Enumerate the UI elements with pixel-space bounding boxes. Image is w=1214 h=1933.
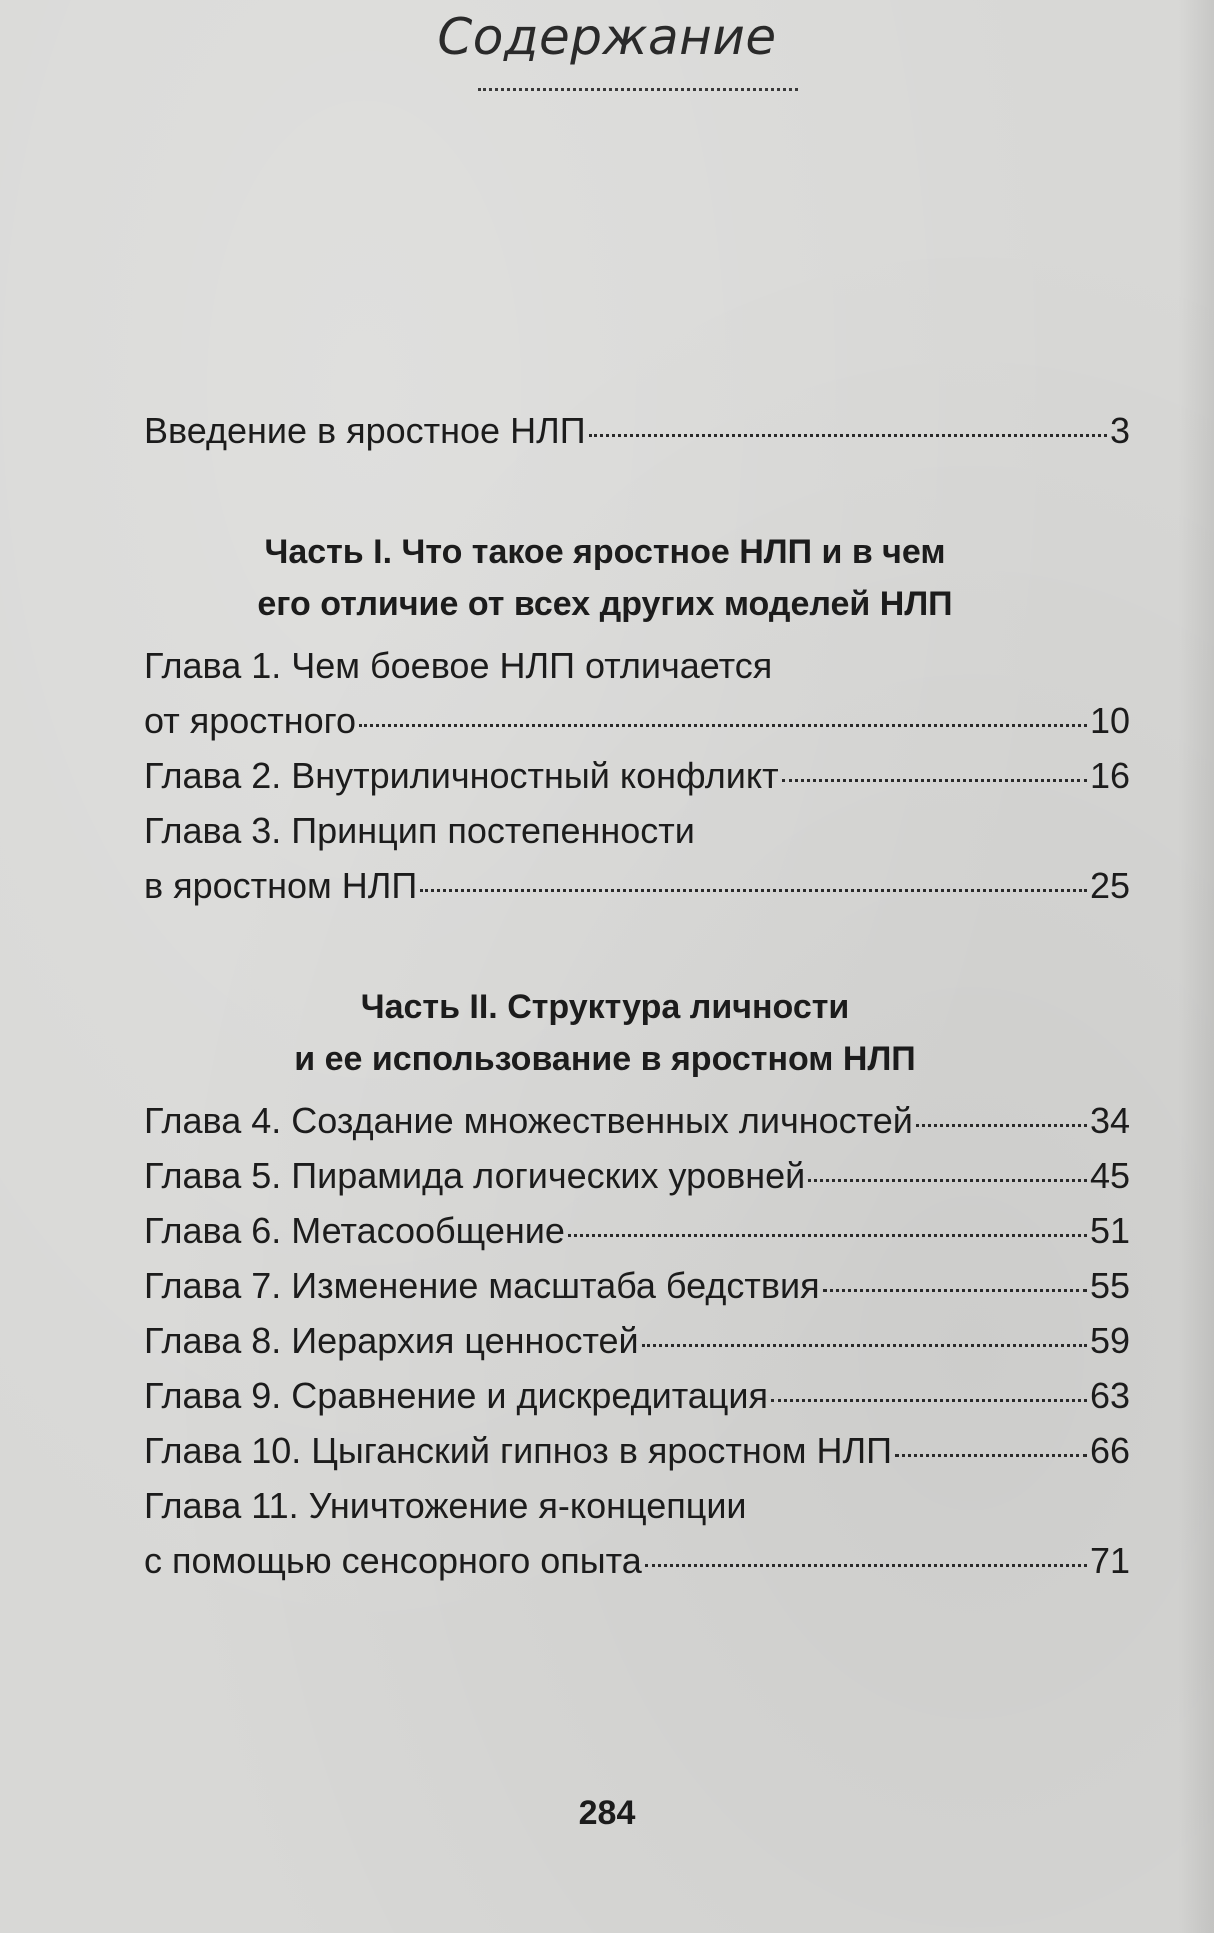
toc-entry-chapter-10[interactable] <box>144 1423 1130 1478</box>
toc-entry-chapter-4[interactable] <box>144 1093 1130 1148</box>
toc-entry-page: 55 <box>1089 1265 1130 1306</box>
dot-leader <box>782 779 1087 782</box>
toc-entry-page: 45 <box>1089 1155 1130 1196</box>
toc-entry-chapter-5[interactable] <box>144 1148 1130 1203</box>
toc-entry-chapter-6[interactable] <box>144 1203 1130 1258</box>
toc-entry-chapter-1[interactable] <box>144 638 1130 748</box>
table-of-contents <box>144 403 1130 1588</box>
toc-entry-title: Глава 4. Создание множественных личностей <box>144 1100 913 1141</box>
dot-leader <box>771 1399 1087 1402</box>
toc-entry-intro[interactable] <box>144 403 1130 458</box>
dot-leader <box>568 1234 1087 1237</box>
toc-entry-chapter-3[interactable] <box>144 803 1130 913</box>
part-heading-line: Часть I. Что такое яростное НЛП и в чем <box>264 533 946 571</box>
toc-entry-page: 34 <box>1089 1100 1130 1141</box>
toc-entry-title: Глава 7. Изменение масштаба бедствия <box>144 1265 820 1306</box>
toc-entry-title: Глава 8. Иерархия ценностей <box>144 1320 639 1361</box>
toc-entry-chapter-9[interactable] <box>144 1368 1130 1423</box>
page-heading: Содержание <box>437 8 777 66</box>
toc-entry-page: 25 <box>1089 865 1130 906</box>
toc-entry-title-line: с помощью сенсорного опыта <box>144 1540 642 1581</box>
part-heading-1 <box>144 526 1066 630</box>
dot-leader <box>642 1344 1087 1347</box>
dot-leader <box>895 1454 1087 1457</box>
toc-entry-title: Глава 6. Метасообщение <box>144 1210 565 1251</box>
toc-entry-title: Введение в яростное НЛП <box>144 410 586 451</box>
toc-entry-chapter-2[interactable] <box>144 748 1130 803</box>
toc-entry-chapter-7[interactable] <box>144 1258 1130 1313</box>
dot-leader <box>420 889 1087 892</box>
toc-entry-page: 66 <box>1089 1430 1130 1471</box>
dot-leader <box>589 434 1107 437</box>
dot-leader <box>645 1564 1087 1567</box>
dot-leader <box>808 1179 1087 1182</box>
toc-entry-title: Глава 5. Пирамида логических уровней <box>144 1155 806 1196</box>
toc-entry-page: 59 <box>1089 1320 1130 1361</box>
page-number: 284 <box>578 1794 636 1832</box>
toc-entry-page: 63 <box>1089 1375 1130 1416</box>
dot-leader <box>359 724 1087 727</box>
dot-leader <box>916 1124 1087 1127</box>
toc-entry-title-line: от яростного <box>144 700 357 741</box>
toc-entry-title-line: в яростном НЛП <box>144 865 418 906</box>
part-heading-2 <box>144 981 1066 1085</box>
toc-entry-title: Глава 9. Сравнение и дискредитация <box>144 1375 769 1416</box>
toc-entry-title: Глава 2. Внутриличностный конфликт <box>144 755 779 796</box>
heading-dotted-rule <box>478 88 798 91</box>
toc-entry-page: 3 <box>1109 410 1130 451</box>
toc-entry-page: 51 <box>1089 1210 1130 1251</box>
part-heading-line: его отличие от всех других моделей НЛП <box>257 585 953 623</box>
toc-entry-chapter-8[interactable] <box>144 1313 1130 1368</box>
page-edge-shadow <box>1178 0 1214 1933</box>
part-heading-line: Часть II. Структура личности <box>360 988 850 1026</box>
toc-entry-chapter-11[interactable] <box>144 1478 1130 1588</box>
toc-entry-page: 71 <box>1089 1540 1130 1581</box>
toc-entry-title-line: Глава 3. Принцип постепенности <box>144 810 695 851</box>
toc-entry-title-line: Глава 1. Чем боевое НЛП отличается <box>144 645 773 686</box>
toc-entry-title-line: Глава 11. Уничтожение я-концепции <box>144 1485 747 1526</box>
dot-leader <box>823 1289 1087 1292</box>
toc-entry-page: 10 <box>1089 700 1130 741</box>
toc-entry-title: Глава 10. Цыганский гипноз в яростном НЛП <box>144 1430 893 1471</box>
toc-entry-page: 16 <box>1089 755 1130 796</box>
part-heading-line: и ее использование в яростном НЛП <box>294 1040 916 1078</box>
